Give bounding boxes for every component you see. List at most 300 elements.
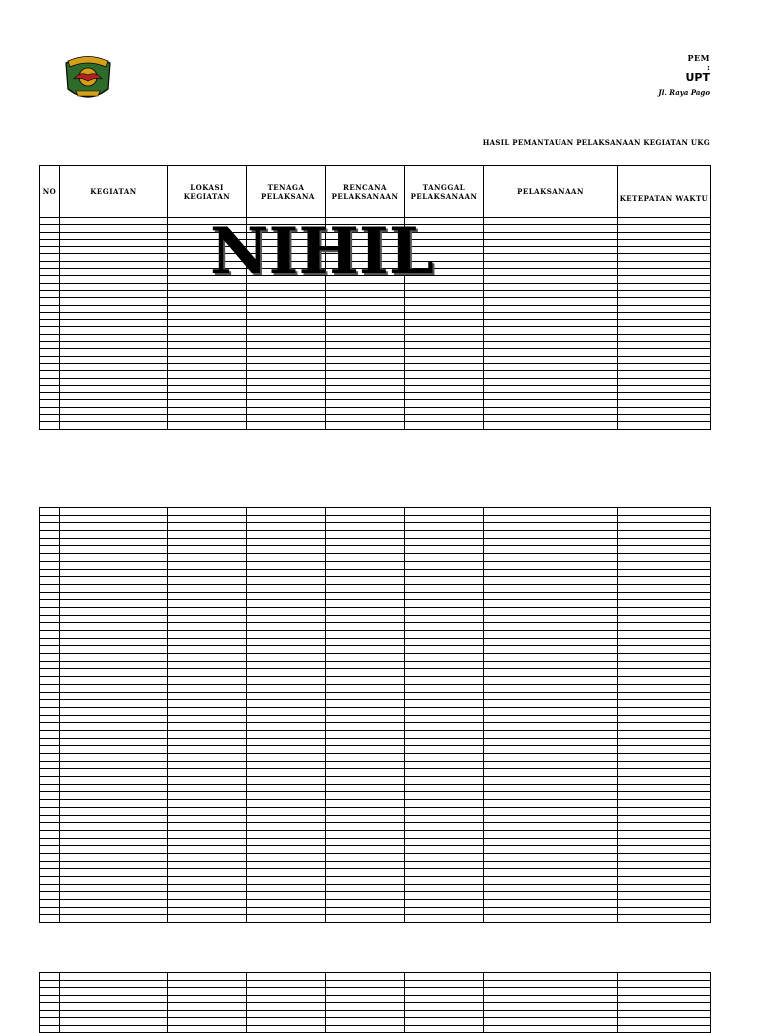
table-row: [40, 907, 711, 915]
table-cell: [60, 1025, 168, 1033]
table-row: [40, 538, 711, 546]
table-cell: [405, 853, 484, 861]
table-cell: [618, 298, 711, 305]
table-cell: [168, 995, 247, 1003]
table-cell: [326, 422, 405, 429]
table-cell: [618, 531, 711, 539]
table-cell: [405, 861, 484, 869]
table-cell: [40, 554, 60, 562]
table-cell: [60, 269, 168, 276]
table-cell: [484, 838, 618, 846]
table-cell: [40, 218, 60, 225]
table-cell: [326, 584, 405, 592]
table-row: [40, 1003, 711, 1011]
table-row: [40, 290, 711, 297]
table-cell: [168, 861, 247, 869]
table-cell: [405, 554, 484, 562]
table-cell: [405, 654, 484, 662]
table-cell: [60, 363, 168, 370]
table-cell: [168, 312, 247, 319]
table-cell: [618, 980, 711, 988]
table-cell: [60, 312, 168, 319]
table-cell: [405, 692, 484, 700]
table-row: [40, 861, 711, 869]
table-row: [40, 554, 711, 562]
table-cell: [60, 995, 168, 1003]
table-cell: [168, 838, 247, 846]
table-cell: [60, 761, 168, 769]
table-cell: [618, 371, 711, 378]
table-row: [40, 371, 711, 378]
table-cell: [484, 239, 618, 246]
table-cell: [40, 283, 60, 290]
table-cell: [60, 607, 168, 615]
table-cell: [618, 349, 711, 356]
table-cell: [60, 730, 168, 738]
table-cell: [60, 692, 168, 700]
table-cell: [405, 746, 484, 754]
table-cell: [40, 973, 60, 981]
table-cell: [618, 232, 711, 239]
table-cell: [405, 988, 484, 996]
col-header-ketepatan: KETEPATAN WAKTU: [618, 166, 711, 218]
table-cell: [405, 877, 484, 885]
table-cell: [405, 312, 484, 319]
table-cell: [326, 830, 405, 838]
table-cell: [326, 538, 405, 546]
table-cell: [618, 538, 711, 546]
table-cell: [326, 638, 405, 646]
table-cell: [40, 623, 60, 631]
table-cell: [484, 754, 618, 762]
table-cell: [60, 320, 168, 327]
table-cell: [60, 853, 168, 861]
table-cell: [40, 761, 60, 769]
table-cell: [247, 830, 326, 838]
table-cell: [405, 546, 484, 554]
table-cell: [326, 407, 405, 414]
table-cell: [60, 508, 168, 516]
table-cell: [60, 615, 168, 623]
col-header-lokasi: LOKASI KEGIATAN: [168, 166, 247, 218]
table-cell: [168, 746, 247, 754]
table-cell: [247, 538, 326, 546]
table-cell: [618, 320, 711, 327]
table-cell: [618, 269, 711, 276]
table-cell: [247, 615, 326, 623]
table-cell: [40, 1003, 60, 1011]
table-cell: [168, 363, 247, 370]
col-header-tanggal: TANGGAL PELAKSANAAN: [405, 166, 484, 218]
table-cell: [405, 707, 484, 715]
table-row: [40, 807, 711, 815]
table-cell: [484, 1003, 618, 1011]
table-cell: [168, 569, 247, 577]
table-row: [40, 342, 711, 349]
table-cell: [484, 700, 618, 708]
table-row: [40, 846, 711, 854]
table-cell: [405, 907, 484, 915]
table-cell: [405, 561, 484, 569]
table-cell: [168, 877, 247, 885]
table-cell: [484, 815, 618, 823]
table-row: [40, 892, 711, 900]
table-cell: [405, 715, 484, 723]
table-cell: [618, 422, 711, 429]
table-cell: [168, 646, 247, 654]
table-cell: [326, 592, 405, 600]
table-cell: [618, 407, 711, 414]
table-cell: [618, 769, 711, 777]
table-cell: [168, 334, 247, 341]
table-cell: [247, 769, 326, 777]
table-cell: [60, 900, 168, 908]
table-cell: [618, 607, 711, 615]
table-cell: [40, 900, 60, 908]
table-cell: [40, 853, 60, 861]
table-cell: [168, 761, 247, 769]
table-row: [40, 746, 711, 754]
table-cell: [247, 1003, 326, 1011]
table-cell: [618, 290, 711, 297]
table-cell: [168, 320, 247, 327]
table-cell: [168, 800, 247, 808]
table-cell: [40, 407, 60, 414]
table-cell: [326, 669, 405, 677]
table-cell: [326, 800, 405, 808]
table-cell: [168, 777, 247, 785]
table-cell: [60, 305, 168, 312]
table-cell: [484, 554, 618, 562]
table-cell: [618, 554, 711, 562]
table-row: [40, 915, 711, 923]
table-cell: [618, 777, 711, 785]
table-cell: [484, 312, 618, 319]
table-cell: [168, 669, 247, 677]
table-cell: [40, 646, 60, 654]
table-cell: [168, 523, 247, 531]
table-cell: [484, 769, 618, 777]
table-cell: [168, 422, 247, 429]
table-cell: [247, 800, 326, 808]
table-cell: [484, 569, 618, 577]
table-cell: [168, 792, 247, 800]
table-cell: [326, 342, 405, 349]
table-cell: [247, 393, 326, 400]
header-upt-name: UPT: [685, 71, 710, 84]
table-cell: [326, 892, 405, 900]
table-cell: [60, 715, 168, 723]
table-cell: [168, 900, 247, 908]
table-row: [40, 838, 711, 846]
table-cell: [40, 707, 60, 715]
table-cell: [60, 577, 168, 585]
table-cell: [40, 531, 60, 539]
table-cell: [247, 838, 326, 846]
table-cell: [405, 792, 484, 800]
table-cell: [168, 869, 247, 877]
table-row: [40, 298, 711, 305]
table-cell: [618, 700, 711, 708]
table-cell: [326, 995, 405, 1003]
table-cell: [60, 823, 168, 831]
table-cell: [326, 320, 405, 327]
table-row: [40, 677, 711, 685]
table-cell: [168, 546, 247, 554]
table-cell: [326, 646, 405, 654]
table-cell: [618, 1010, 711, 1018]
table-row: [40, 523, 711, 531]
table-cell: [60, 973, 168, 981]
table-cell: [168, 592, 247, 600]
table-cell: [405, 777, 484, 785]
table-cell: [618, 239, 711, 246]
table-cell: [326, 508, 405, 516]
table-cell: [247, 846, 326, 854]
table-row: [40, 561, 711, 569]
table-cell: [405, 407, 484, 414]
table-cell: [247, 515, 326, 523]
table-cell: [247, 415, 326, 422]
table-cell: [60, 846, 168, 854]
table-row: [40, 615, 711, 623]
table-cell: [60, 646, 168, 654]
table-cell: [168, 305, 247, 312]
table-cell: [484, 515, 618, 523]
table-row: [40, 754, 711, 762]
table-cell: [326, 846, 405, 854]
table-cell: [484, 283, 618, 290]
table-cell: [618, 254, 711, 261]
table-cell: [40, 298, 60, 305]
table-cell: [247, 692, 326, 700]
table-cell: [618, 523, 711, 531]
table-cell: [60, 738, 168, 746]
table-cell: [405, 349, 484, 356]
table-cell: [40, 1025, 60, 1033]
table-cell: [618, 218, 711, 225]
table-cell: [326, 623, 405, 631]
table-cell: [40, 700, 60, 708]
table-cell: [618, 546, 711, 554]
table-cell: [405, 334, 484, 341]
table-cell: [405, 973, 484, 981]
table-cell: [484, 577, 618, 585]
table-cell: [60, 415, 168, 422]
table-cell: [247, 320, 326, 327]
table-row: [40, 730, 711, 738]
table-cell: [618, 646, 711, 654]
table-cell: [40, 269, 60, 276]
table-cell: [247, 638, 326, 646]
table-cell: [326, 385, 405, 392]
table-cell: [405, 378, 484, 385]
table-cell: [484, 738, 618, 746]
table-row: [40, 584, 711, 592]
table-cell: [326, 677, 405, 685]
table-cell: [405, 761, 484, 769]
table-cell: [618, 378, 711, 385]
table-cell: [168, 815, 247, 823]
table-cell: [60, 378, 168, 385]
table-cell: [168, 378, 247, 385]
table-cell: [247, 853, 326, 861]
table-cell: [618, 363, 711, 370]
table-cell: [247, 792, 326, 800]
table-cell: [40, 830, 60, 838]
table-cell: [168, 615, 247, 623]
table-cell: [40, 669, 60, 677]
table-cell: [405, 900, 484, 908]
table-cell: [326, 738, 405, 746]
table-cell: [40, 508, 60, 516]
table-cell: [405, 538, 484, 546]
table-cell: [60, 884, 168, 892]
table-cell: [326, 907, 405, 915]
table-cell: [247, 1025, 326, 1033]
table-cell: [484, 807, 618, 815]
table-cell: [326, 523, 405, 531]
table-cell: [484, 218, 618, 225]
table-row: [40, 995, 711, 1003]
table-cell: [484, 600, 618, 608]
table-cell: [484, 988, 618, 996]
table-cell: [247, 407, 326, 414]
table-cell: [484, 853, 618, 861]
table-row: [40, 723, 711, 731]
table-cell: [168, 707, 247, 715]
table-cell: [326, 792, 405, 800]
table-cell: [405, 415, 484, 422]
table-cell: [484, 846, 618, 854]
table-cell: [247, 707, 326, 715]
table-cell: [247, 631, 326, 639]
table-cell: [484, 915, 618, 923]
table-row: [40, 305, 711, 312]
table-cell: [40, 290, 60, 297]
table-cell: [247, 577, 326, 585]
table-cell: [60, 290, 168, 297]
table-cell: [405, 515, 484, 523]
table-cell: [618, 853, 711, 861]
table-cell: [60, 247, 168, 254]
table-cell: [618, 884, 711, 892]
table-cell: [484, 692, 618, 700]
table-cell: [618, 677, 711, 685]
table-cell: [40, 1010, 60, 1018]
table-cell: [247, 892, 326, 900]
table-cell: [247, 607, 326, 615]
table-cell: [168, 600, 247, 608]
table-cell: [484, 784, 618, 792]
table-cell: [168, 371, 247, 378]
table-cell: [484, 995, 618, 1003]
table-cell: [247, 861, 326, 869]
table-cell: [326, 546, 405, 554]
table-cell: [247, 298, 326, 305]
table-row: [40, 715, 711, 723]
table-cell: [618, 600, 711, 608]
table-cell: [247, 973, 326, 981]
table-cell: [247, 400, 326, 407]
table-cell: [168, 607, 247, 615]
table-cell: [484, 892, 618, 900]
table-row: [40, 349, 711, 356]
table-row: [40, 577, 711, 585]
table-cell: [405, 371, 484, 378]
table-cell: [405, 838, 484, 846]
table-cell: [40, 515, 60, 523]
table-cell: [405, 784, 484, 792]
table-cell: [326, 869, 405, 877]
col-header-pelaksanaan: PELAKSANAAN: [484, 166, 618, 218]
table-cell: [247, 569, 326, 577]
table-cell: [247, 371, 326, 378]
table-cell: [484, 684, 618, 692]
table-cell: [168, 807, 247, 815]
table-row: [40, 508, 711, 516]
table-cell: [60, 334, 168, 341]
table-cell: [40, 995, 60, 1003]
table-cell: [40, 342, 60, 349]
table-cell: [326, 661, 405, 669]
table-cell: [618, 276, 711, 283]
table-row: [40, 900, 711, 908]
table-cell: [484, 638, 618, 646]
table-cell: [168, 577, 247, 585]
table-cell: [618, 800, 711, 808]
table-cell: [247, 738, 326, 746]
table-cell: [40, 561, 60, 569]
nihil-stamp: NIHIL: [210, 214, 434, 289]
table-cell: [168, 677, 247, 685]
table-cell: [168, 692, 247, 700]
table-cell: [40, 800, 60, 808]
table-cell: [168, 561, 247, 569]
table-cell: [40, 884, 60, 892]
table-cell: [60, 988, 168, 996]
table-cell: [484, 654, 618, 662]
table-row: [40, 600, 711, 608]
table-cell: [618, 715, 711, 723]
table-cell: [484, 298, 618, 305]
table-cell: [168, 349, 247, 356]
table-cell: [618, 995, 711, 1003]
table-cell: [618, 569, 711, 577]
table-cell: [60, 915, 168, 923]
table-cell: [326, 707, 405, 715]
table-cell: [168, 531, 247, 539]
table-cell: [405, 684, 484, 692]
table-cell: [618, 723, 711, 731]
table-cell: [405, 508, 484, 516]
table-cell: [484, 631, 618, 639]
table-cell: [326, 915, 405, 923]
table-cell: [618, 393, 711, 400]
table-cell: [40, 577, 60, 585]
table-cell: [405, 584, 484, 592]
table-cell: [484, 877, 618, 885]
table-cell: [40, 349, 60, 356]
table-cell: [40, 654, 60, 662]
table-row: [40, 869, 711, 877]
table-cell: [326, 823, 405, 831]
table-cell: [60, 838, 168, 846]
table-cell: [40, 777, 60, 785]
table-cell: [168, 631, 247, 639]
table-cell: [40, 327, 60, 334]
table-cell: [247, 1010, 326, 1018]
